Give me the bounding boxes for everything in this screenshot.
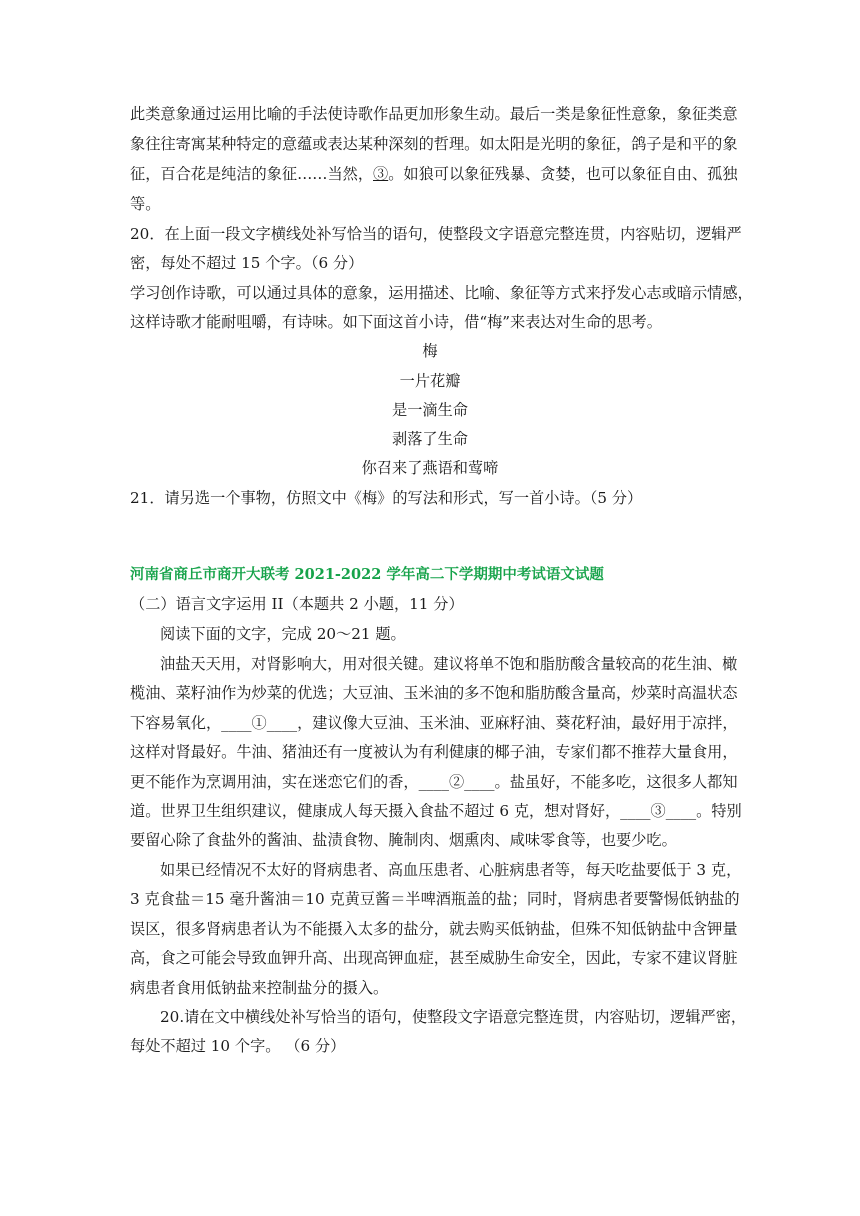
passage-line: 3 克食盐＝15 毫升酱油＝10 克黄豆酱＝半啤酒瓶盖的盐；同时，肾病患者要警惕低钠盐的 xyxy=(130,890,740,908)
passage-line: 油盐天天用，对肾影响大，用对很关键。建议将单不饱和脂肪酸含量较高的花生油、橄 xyxy=(160,655,738,673)
question-20-line: 每处不超过 10 个字。 （6 分） xyxy=(130,1037,346,1055)
passage-line: 误区，很多肾病患者认为不能摄入太多的盐分，就去购买低钠盐，但殊不知低钠盐中含钾量 xyxy=(130,920,738,938)
question-21: 21．请另选一个事物，仿照文中《梅》的写法和形式，写一首小诗。（5 分） xyxy=(130,489,643,507)
section-instruction: 阅读下面的文字，完成 20～21 题。 xyxy=(160,625,406,643)
poem-title: 梅 xyxy=(422,342,438,360)
passage-line: 如果已经情况不太好的肾病患者、高血压患者、心脏病患者等，每天吃盐要低于 3 克， xyxy=(160,861,742,879)
text-line: 象往往寄寓某种特定的意蕴或表达某种深刻的哲理。如太阳是光明的象征，鸽子是和平的象 xyxy=(130,135,738,153)
poem-line: 一片花瓣 xyxy=(399,372,461,390)
section-subtitle: （二）语言文字运用 II（本题共 2 小题，11 分） xyxy=(130,595,464,613)
poem-line: 是一滴生命 xyxy=(392,401,468,419)
poem-line: 你召来了燕语和莺啼 xyxy=(361,459,499,477)
passage-line: 高，食之可能会导致血钾升高、出现高钾血症，甚至威胁生命安全，因此，专家不建议肾脏 xyxy=(130,949,738,967)
question-20-line: 20．在上面一段文字横线处补写恰当的语句，使整段文字语意完整连贯，内容贴切，逻辑严 xyxy=(130,225,742,243)
poem-line: 剥落了生命 xyxy=(392,430,468,448)
passage-line: 这样对肾最好。牛油、猪油还有一度被认为有利健康的椰子油，专家们都不推荐大量食用， xyxy=(130,743,738,761)
passage-line: 下容易氧化，____①____，建议像大豆油、玉米油、亚麻籽油、葵花籽油，最好用于凉拌， xyxy=(130,714,738,732)
passage-line: 更不能作为烹调用油，实在迷恋它们的香，____②____。盐虽好，不能多吃，这很多人都知 xyxy=(130,773,738,791)
section-title: 河南省商丘市商开大联考 2021-2022 学年高二下学期期中考试语文试题 xyxy=(130,566,604,583)
intro-line: 这样诗歌才能耐咀嚼，有诗味。如下面这首小诗，借“梅”来表达对生命的思考。 xyxy=(130,313,662,331)
blank-marker: ③ xyxy=(373,165,389,183)
passage-line: 病患者食用低钠盐来控制盐分的摄入。 xyxy=(130,979,389,997)
passage-line: 榄油、菜籽油作为炒菜的优选；大豆油、玉米油的多不饱和脂肪酸含量高，炒菜时高温状态 xyxy=(130,684,738,702)
question-20-line: 密，每处不超过 15 个字。（6 分） xyxy=(130,254,364,272)
text-line xyxy=(130,164,738,184)
passage-line: 要留心除了食盐外的酱油、盐渍食物、腌制肉、烟熏肉、咸味零食等，也要少吃。 xyxy=(130,831,677,849)
text-fragment: 征，百合花是纯洁的象征……当然， xyxy=(130,165,373,183)
passage-line: 道。世界卫生组织建议，健康成人每天摄入食盐不超过 6 克，想对肾好，____③____。特别 xyxy=(130,802,742,820)
intro-line: 学习创作诗歌，可以通过具体的意象，运用描述、比喻、象征等方式来抒发心志或暗示情感， xyxy=(130,284,753,302)
text-line: 等。 xyxy=(130,195,161,213)
question-20-line: 20.请在文中横线处补写恰当的语句，使整段文字语意完整连贯，内容贴切，逻辑严密， xyxy=(160,1008,747,1026)
text-fragment: 。如狼可以象征残暴、贪婪，也可以象征自由、孤独 xyxy=(388,165,738,183)
text-line: 此类意象通过运用比喻的手法使诗歌作品更加形象生动。最后一类是象征性意象，象征类意 xyxy=(130,105,738,123)
